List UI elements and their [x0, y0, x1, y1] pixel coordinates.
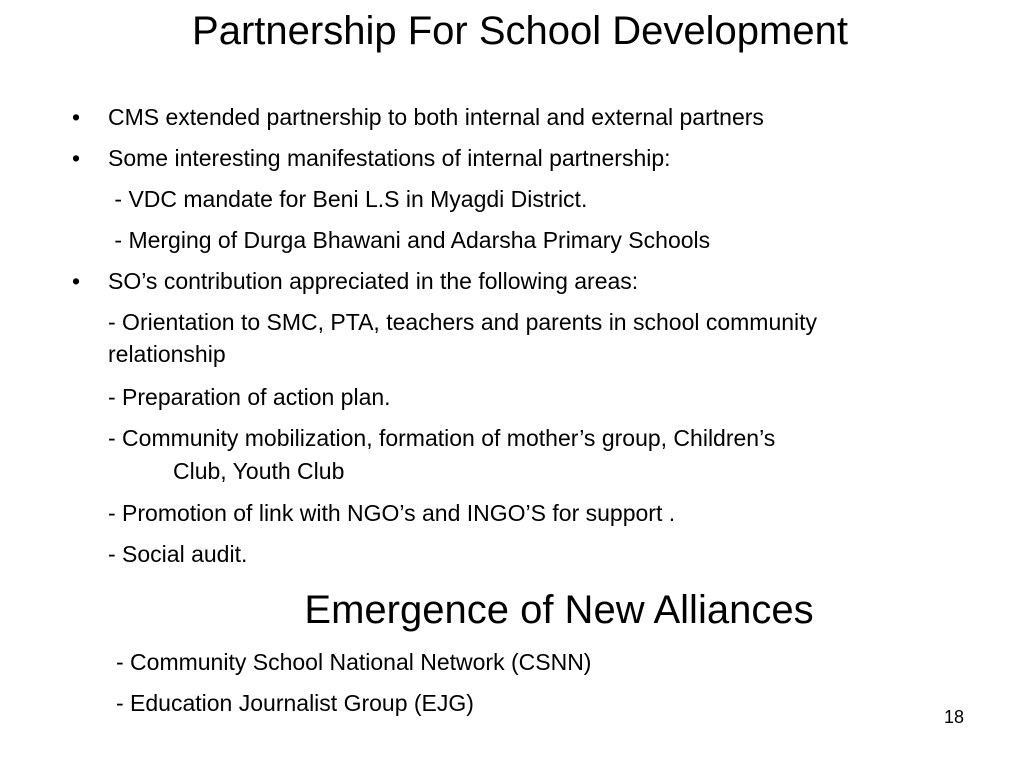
- sub-item-continuation: Club, Youth Club: [173, 458, 345, 484]
- alliance-item: - Education Journalist Group (EJG): [116, 690, 474, 716]
- sub-item-continuation: relationship: [108, 341, 226, 367]
- sub-item: - Merging of Durga Bhawani and Adarsha Primary Schools: [108, 227, 711, 253]
- bullet-item: CMS extended partnership to both internal and external partners: [108, 104, 764, 130]
- sub-item: - Community mobilization, formation of mother’s group, Children’s: [108, 425, 776, 451]
- sub-item: - Promotion of link with NGO’s and INGO’S for support .: [108, 500, 676, 526]
- sub-item: - Social audit.: [108, 541, 248, 567]
- page-number: 18: [943, 707, 964, 727]
- slide-title: Partnership For School Development: [192, 9, 848, 53]
- bullet-icon: •: [72, 145, 81, 171]
- bullet-icon: •: [72, 104, 81, 130]
- sub-item: - VDC mandate for Beni L.S in Myagdi District.: [108, 186, 588, 212]
- alliance-item: - Community School National Network (CSNN): [116, 649, 592, 675]
- sub-item: - Preparation of action plan.: [108, 384, 391, 410]
- bullet-icon: •: [72, 268, 81, 294]
- bullet-item: Some interesting manifestations of internal partnership:: [108, 145, 671, 171]
- section-heading: Emergence of New Alliances: [304, 588, 814, 632]
- sub-item: - Orientation to SMC, PTA, teachers and parents in school community: [108, 309, 818, 335]
- bullet-item: SO’s contribution appreciated in the following areas:: [108, 268, 639, 294]
